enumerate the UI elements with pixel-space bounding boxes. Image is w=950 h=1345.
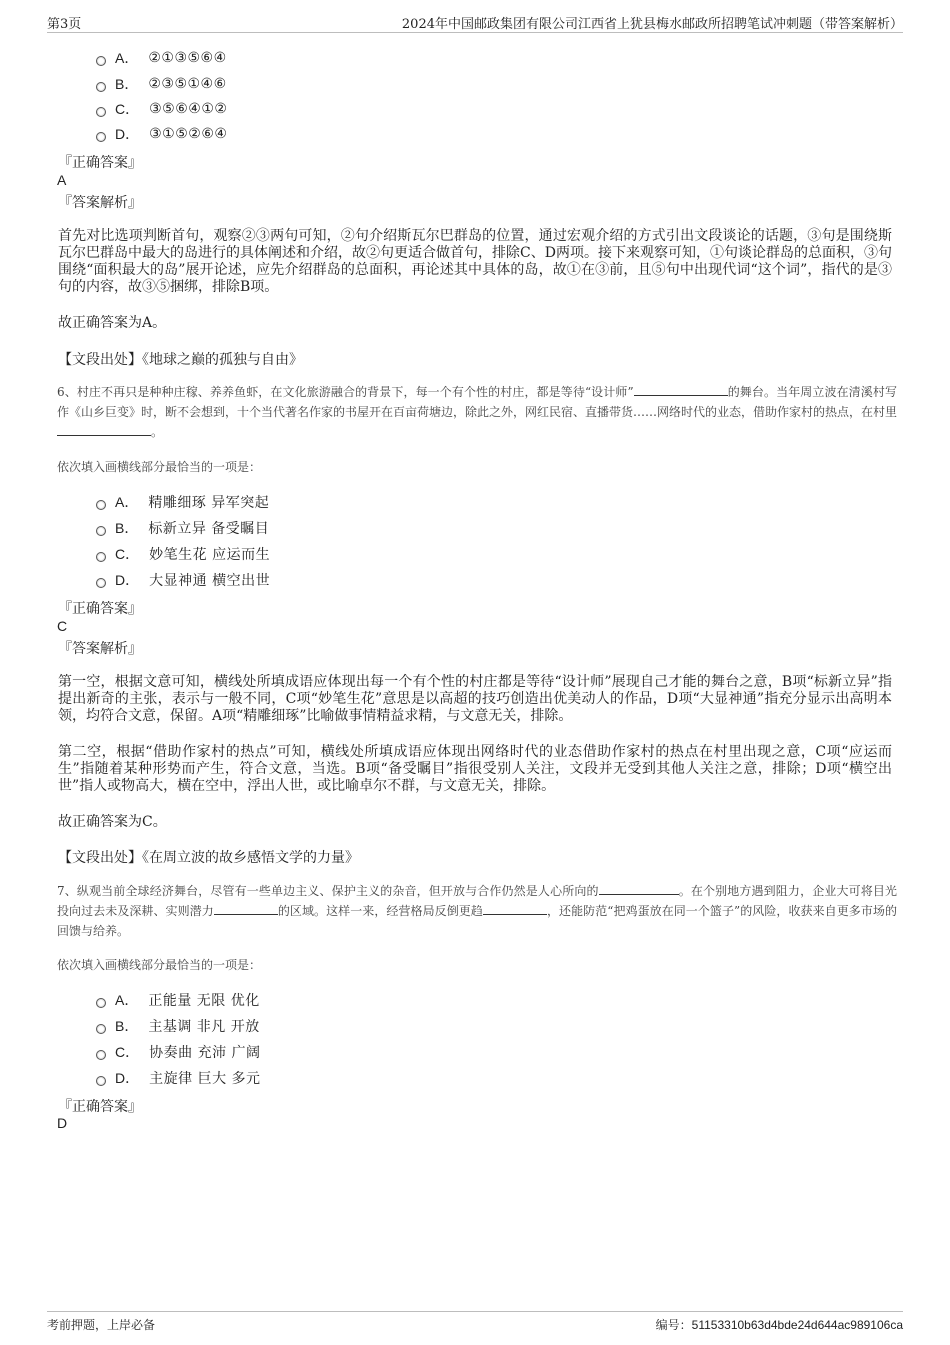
- radio-icon[interactable]: [96, 578, 106, 588]
- q5-analysis-label: 『答案解析』: [58, 195, 142, 211]
- radio-icon[interactable]: [96, 1024, 106, 1034]
- radio-icon[interactable]: [96, 500, 106, 510]
- radio-icon[interactable]: [96, 1050, 106, 1060]
- q5-option-d[interactable]: D． ③①⑤②⑥④: [96, 125, 227, 143]
- document-title: 2024年中国邮政集团有限公司江西省上犹县梅水邮政所招聘笔试冲刺题（带答案解析）: [401, 17, 903, 32]
- q7-option-b[interactable]: B． 主基调 非凡 开放: [96, 1017, 260, 1035]
- radio-icon[interactable]: [96, 132, 106, 142]
- q7-option-d[interactable]: D． 主旋律 巨大 多元: [96, 1069, 261, 1087]
- q5-answer: A: [57, 172, 67, 188]
- radio-icon[interactable]: [96, 998, 106, 1008]
- q5-conclusion: 故正确答案为A。: [58, 315, 167, 331]
- q6-analysis-1: 第一空，根据文意可知，横线处所填成语应体现出每一个有个性的村庄都是等待“设计师”展现自己才能的舞台之意，B项“标新立异”指提出新奇的主张，表示与一般不同，C项“妙笔生花”意思是以高超的技巧创造出优美动人的作品，D项“大显神通”指充分显示出高明本领，均符合文意，保留。A项“精雕细琢”比喻做事情精益求精，与文意无关，排除。: [58, 674, 892, 724]
- document-code: 编号：51153310b63d4bde24d644ac989106ca: [655, 1318, 903, 1332]
- q6-option-b[interactable]: B． 标新立异 备受瞩目: [96, 519, 269, 537]
- q6-option-a[interactable]: A． 精雕细琢 异军突起: [96, 493, 269, 511]
- blank: [634, 383, 728, 396]
- q6-answer-label: 『正确答案』: [58, 601, 142, 617]
- radio-icon[interactable]: [96, 526, 106, 536]
- blank: [57, 423, 151, 436]
- q5-option-a[interactable]: A． ②①③⑤⑥④: [96, 49, 227, 67]
- blank: [599, 882, 679, 895]
- header-divider: [47, 32, 903, 33]
- radio-icon[interactable]: [96, 1076, 106, 1086]
- radio-icon[interactable]: [96, 56, 106, 66]
- q7-option-a[interactable]: A． 正能量 无限 优化: [96, 991, 260, 1009]
- q5-option-b[interactable]: B． ②③⑤①④⑥: [96, 75, 227, 93]
- radio-icon[interactable]: [96, 552, 106, 562]
- q5-option-c[interactable]: C． ③⑤⑥④①②: [96, 100, 227, 118]
- q6-option-c[interactable]: C． 妙笔生花 应运而生: [96, 545, 270, 563]
- blank: [483, 902, 547, 915]
- q7-question: 7、纵观当前全球经济舞台，尽管有一些单边主义、保护主义的杂音，但开放与合作仍然是人心所向的 。在个别地方遇到阻力，企业大可将目光投向过去未及深耕、实则潜力 的区域。这样一来，经营格局反倒更趋 ，还能防范“把鸡蛋放在同一个篮子”的风险，收获来自更多市场的回馈与给养。: [57, 884, 897, 938]
- q6-question: 6、村庄不再只是种种庄稼、养养鱼虾，在文化旅游融合的背景下，每一个有个性的村庄，都是等待“设计师” 的舞台。当年周立波在清溪村写作《山乡巨变》时，断不会想到，十个当代著名作家的书屋开在百亩荷塘边，除此之外，网红民宿、直播带货……网络时代的业态，借助作家村的热点，在村里。: [57, 385, 898, 439]
- q6-conclusion: 故正确答案为C。: [58, 814, 167, 830]
- page-number: 第3页: [47, 17, 82, 32]
- blank: [214, 902, 278, 915]
- q7-answer: D: [57, 1115, 68, 1131]
- radio-icon[interactable]: [96, 107, 106, 117]
- q6-answer: C: [57, 618, 68, 634]
- q6-analysis-2: 第二空，根据“借助作家村的热点”可知，横线处所填成语应体现出网络时代的业态借助作家村的热点在村里出现之意，C项“应运而生”指随着某种形势而产生，符合文意，当选。B项“备受瞩目”指很受别人关注，文段并无受到其他人关注之意，排除；D项“横空出世”指人或物高大，横在空中，浮出人世，或比喻卓尔不群，与文意无关，排除。: [58, 744, 892, 794]
- radio-icon[interactable]: [96, 82, 106, 92]
- footer-slogan: 考前押题，上岸必备: [47, 1318, 156, 1332]
- q5-answer-label: 『正确答案』: [58, 155, 142, 171]
- q7-answer-label: 『正确答案』: [58, 1099, 142, 1115]
- q6-option-d[interactable]: D． 大显神通 横空出世: [96, 571, 270, 589]
- q7-prompt: 依次填入画横线部分最恰当的一项是：: [57, 958, 262, 972]
- q6-source: 【文段出处】《在周立波的故乡感悟文学的力量》: [58, 850, 359, 866]
- q7-option-c[interactable]: C． 协奏曲 充沛 广阔: [96, 1043, 261, 1061]
- q5-source: 【文段出处】《地球之巅的孤独与自由》: [58, 352, 303, 368]
- q6-prompt: 依次填入画横线部分最恰当的一项是：: [57, 460, 262, 474]
- q6-analysis-label: 『答案解析』: [58, 641, 142, 657]
- q5-analysis: 首先对比选项判断首句，观察②③两句可知，②句介绍斯瓦尔巴群岛的位置，通过宏观介绍的方式引出文段谈论的话题，③句是围绕斯瓦尔巴群岛中最大的岛进行的具体阐述和介绍，故②句更适合做首句，排除C、D两项。接下来观察可知，①句谈论群岛的总面积，③句围绕“面积最大的岛”展开论述，应先介绍群岛的总面积，再论述其中具体的岛，故①在③前，且⑤句中出现代词“这个词”，指代的是③句的内容，故③⑤捆绑，排除B项。: [58, 228, 892, 295]
- footer-divider: [47, 1311, 903, 1312]
